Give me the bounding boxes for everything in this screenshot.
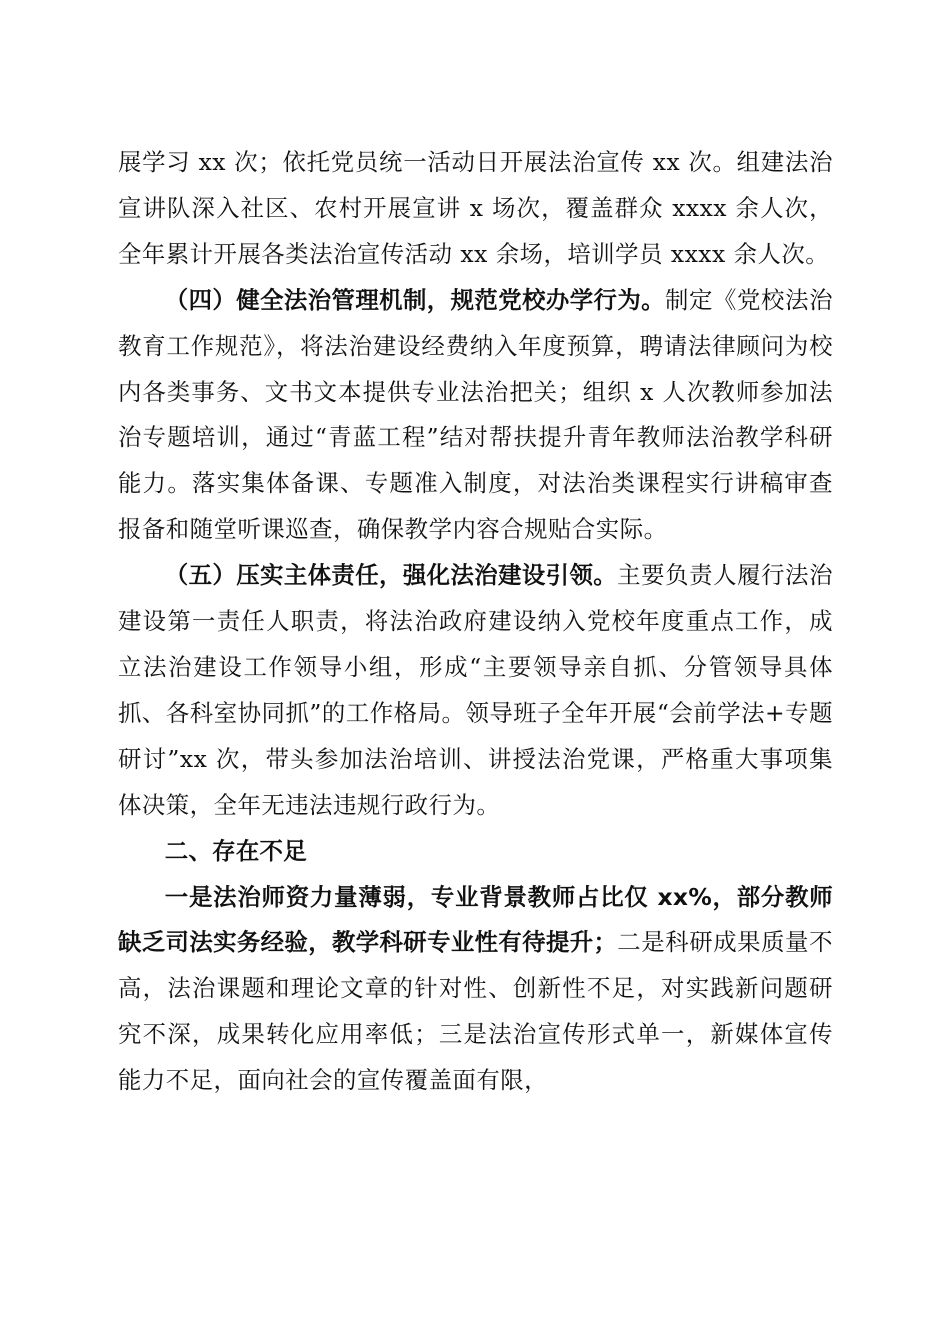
item-5-body: 主要负责人履行法治建设第一责任人职责，将法治政府建设纳入党校年度重点工作，成立法治建设工作领导小组，形成“主要领导亲自抓、分管领导具体抓、各科室协同抓”的工作格局。领导班子全年开展“会前学法+专题研讨”xx 次，带头参加法治培训、讲授法治党课，严格重大事项集体决策，全年无违法违规行政行为。	[118, 561, 834, 819]
paragraph-item-4	[118, 278, 833, 553]
intro-paragraph	[118, 140, 833, 278]
item-5-heading: （五）压实主体责任，强化法治建设引领。	[164, 561, 618, 590]
intro-paragraph-text: 展学习 xx 次；依托党员统一活动日开展法治宣传 xx 次。组建法治宣讲队深入社区、农村开展宣讲 x 场次，覆盖群众 xxxx 余人次，全年累计开展各类法治宣传活动 xx 余场，培训学员 xxxx 余人次。	[118, 148, 833, 268]
item-4-heading: （四）健全法治管理机制，规范党校办学行为。	[164, 285, 665, 314]
section-2-heading: 二、存在不足	[164, 836, 307, 865]
shortcoming-1-text: 一是法治师资力量薄弱，专业背景教师占比仅 xx%，部分教师缺乏司法实务经验，教学科研专业性有待提升；	[118, 882, 833, 957]
paragraph-shortcomings	[118, 875, 833, 1105]
document-body	[118, 140, 833, 1104]
shortcoming-rest-text: 二是科研成果质量不高，法治课题和理论文章的针对性、创新性不足，对实践新问题研究不深，成果转化应用率低；三是法治宣传形式单一，新媒体宣传能力不足，面向社会的宣传覆盖面有限，	[118, 928, 833, 1095]
item-4-body: 制定《党校法治教育工作规范》，将法治建设经费纳入年度预算，聘请法律顾问为校内各类事务、文书文本提供专业法治把关；组织 x 人次教师参加法治专题培训，通过“青蓝工程”结对帮扶提升青年教师法治教学科研能力。落实集体备课、专题准入制度，对法治类课程实行讲稿审查报备和随堂听课巡查，确保教学内容合规贴合实际。	[118, 285, 833, 544]
paragraph-item-5	[118, 553, 833, 828]
